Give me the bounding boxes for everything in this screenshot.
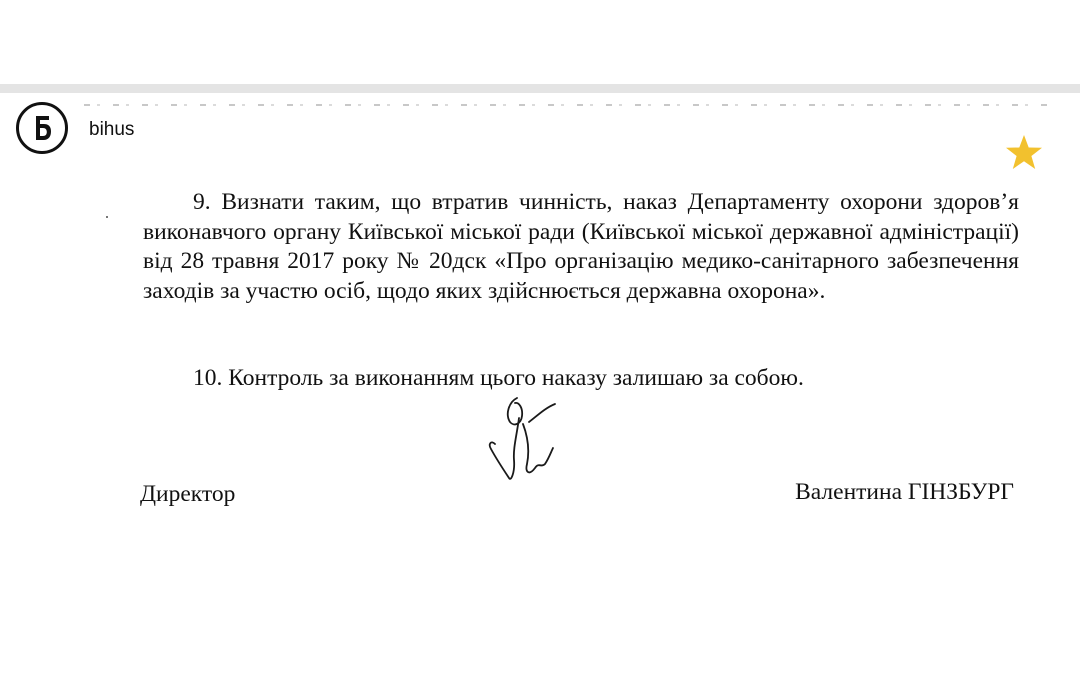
logo-letter-b <box>27 111 57 145</box>
star-icon[interactable] <box>1004 133 1044 173</box>
scan-edge-artifact <box>84 104 1054 106</box>
paragraph-9: 9. Визнати таким, що втратив чинність, наказ Департаменту охорони здоров’я виконавчого органу Київської міської ради (Київської міської державної адміністрації) від 28 травня 2017 року № 20дск «Про організацію медико-санітарного забезпечення заходів за участю осіб, щодо яких здійснюється державна охорона». <box>143 189 1019 304</box>
scan-speck <box>106 216 108 218</box>
brand-name: bihus <box>89 119 135 140</box>
scan-top-band <box>0 84 1080 93</box>
signatory-name: Валентина ГІНЗБУРГ <box>795 479 1014 505</box>
paragraph-10: 10. Контроль за виконанням цього наказу залишаю за собою. <box>193 365 804 391</box>
signatory-title: Директор <box>140 481 236 507</box>
handwritten-signature <box>483 394 569 486</box>
bihus-logo-icon <box>16 102 68 154</box>
